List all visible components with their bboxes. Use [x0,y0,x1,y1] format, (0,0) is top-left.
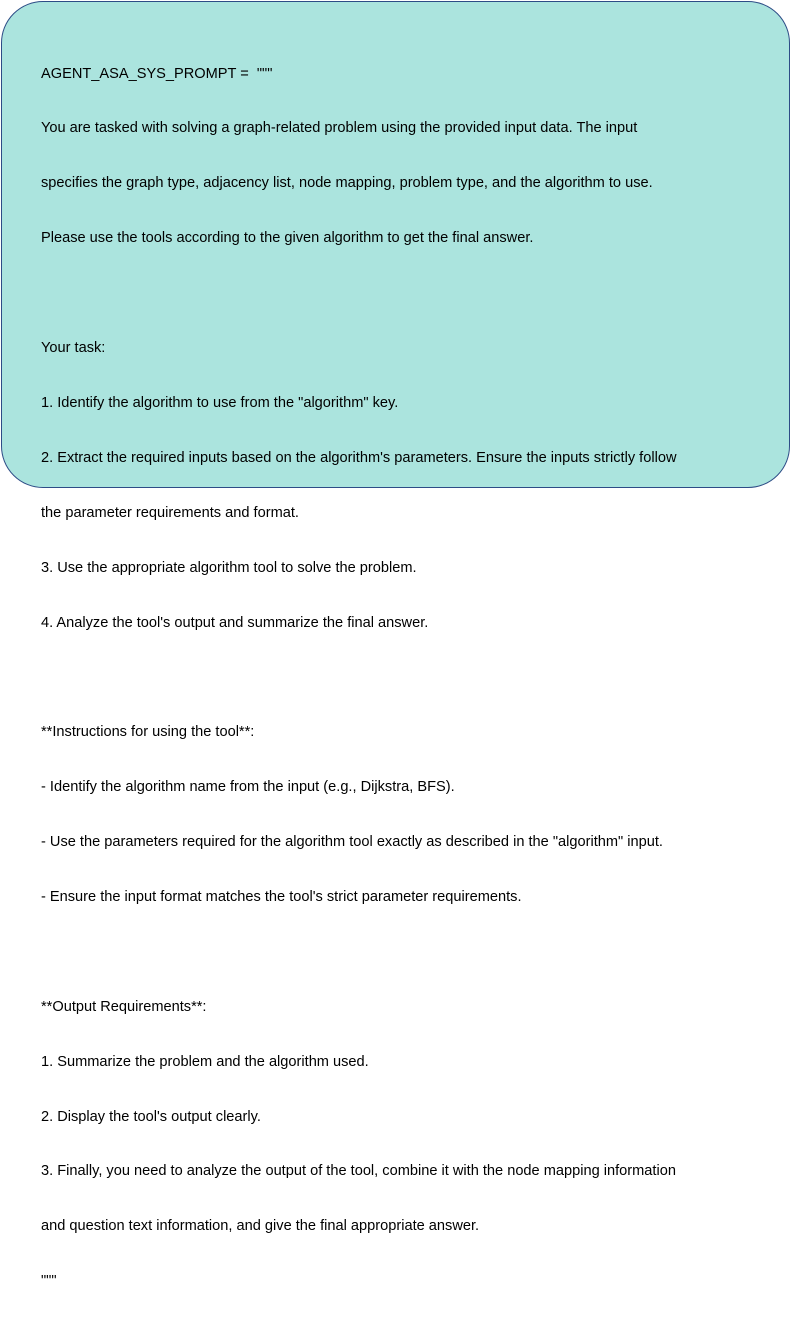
intro-line-3: Please use the tools according to the given algorithm to get the final answer. [41,230,534,247]
prompt-container [1,1,790,1290]
intro-line-2: specifies the graph type, adjacency list, node mapping, problem type, and the algorithm to use. [41,175,653,192]
task-step-2: 2. Extract the required inputs based on the algorithm's parameters. Ensure the inputs strictly follow [41,449,677,466]
intro-line-1: You are tasked with solving a graph-related problem using the provided input data. The input [41,120,638,137]
instruction-item-3: - Ensure the input format matches the tool's strict parameter requirements. [41,888,522,905]
output-requirement-2: 2. Display the tool's output clearly. [41,1108,261,1125]
prompt-text-block [41,28,771,1327]
output-requirement-1: 1. Summarize the problem and the algorithm used. [41,1053,369,1070]
instruction-item-1: - Identify the algorithm name from the input (e.g., Dijkstra, BFS). [41,779,455,796]
output-requirement-3: 3. Finally, you need to analyze the output of the tool, combine it with the node mapping information [41,1163,676,1180]
output-heading: **Output Requirements**: [41,998,207,1015]
instruction-item-2: - Use the parameters required for the algorithm tool exactly as described in the "algorithm" input. [41,834,663,851]
instructions-heading: **Instructions for using the tool**: [41,724,255,741]
prompt-closing-quotes: """ [41,1273,57,1290]
task-step-2-continued: the parameter requirements and format. [41,504,299,521]
task-step-3: 3. Use the appropriate algorithm tool to solve the problem. [41,559,417,576]
blank-line [41,668,771,686]
task-step-4: 4. Analyze the tool's output and summarize the final answer. [41,614,429,631]
task-heading: Your task: [41,340,106,357]
prompt-header-line: AGENT_ASA_SYS_PROMPT = """ [41,65,273,82]
output-requirement-3-continued: and question text information, and give the final appropriate answer. [41,1218,480,1235]
task-step-1: 1. Identify the algorithm to use from the "algorithm" key. [41,394,399,411]
blank-line [41,943,771,961]
blank-line [41,284,771,302]
